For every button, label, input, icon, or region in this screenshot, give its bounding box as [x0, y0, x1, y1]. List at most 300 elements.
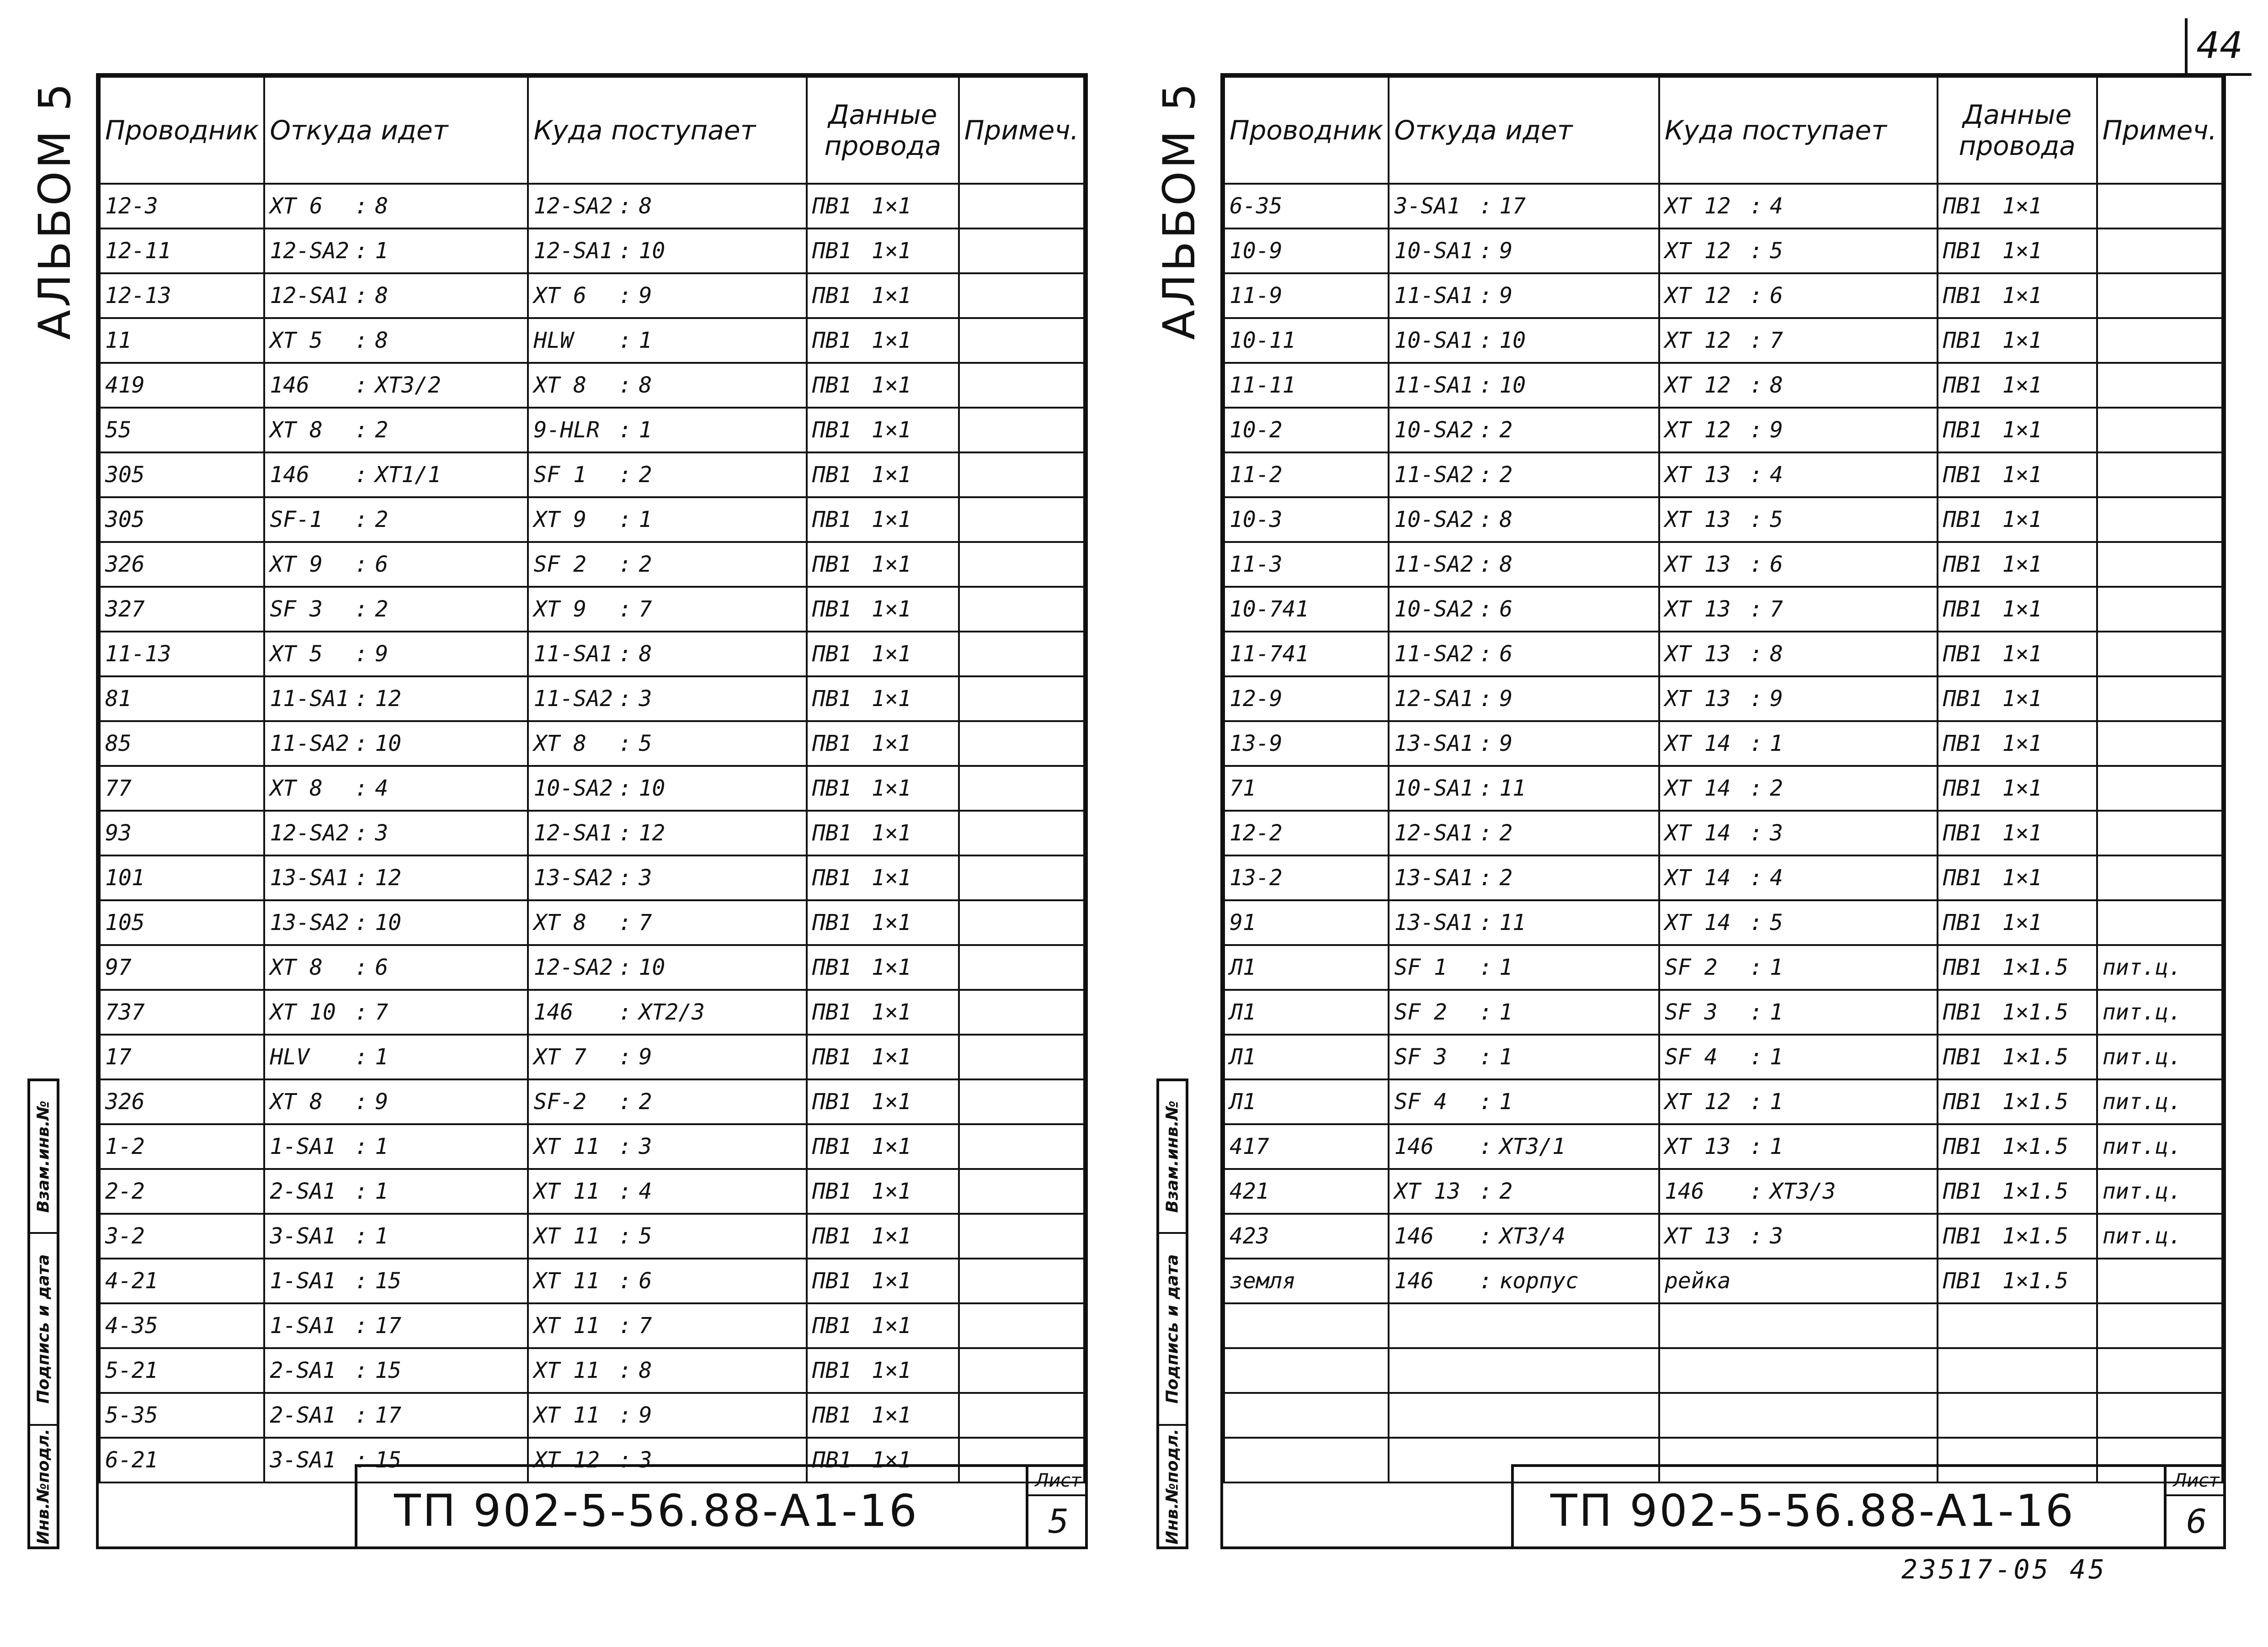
table-row [1224, 363, 2222, 408]
cell-wire-data [1938, 587, 2097, 632]
wire-type: ПВ1 [1943, 955, 1983, 980]
separator: : [1749, 552, 1763, 577]
from-pin: корпус [1499, 1268, 1579, 1294]
to-device: 146 [1664, 1179, 1704, 1204]
from-device: 146 [1394, 1134, 1434, 1159]
to-device: ХТ 12 [1664, 238, 1731, 264]
wire-type: ПВ1 [1943, 596, 1983, 622]
from-pin: 2 [1499, 820, 1513, 846]
to-pin: 10 [639, 238, 665, 264]
wire-type: ПВ1 [812, 552, 852, 577]
to-device: ХТ 9 [533, 596, 587, 622]
separator: : [618, 776, 632, 801]
from-pin: ХТ3/2 [375, 372, 441, 398]
from-device: 3-SA1 [270, 1447, 336, 1473]
cell-note [959, 632, 1084, 676]
separator: : [354, 596, 368, 622]
to-pin: 9 [639, 1403, 652, 1428]
cell-from [264, 1079, 528, 1124]
table-row [1224, 1259, 2222, 1303]
wire-type: ПВ1 [812, 955, 852, 980]
cell-from [1389, 318, 1659, 363]
cell-wire: 1-2 [100, 1124, 264, 1169]
cell-from [264, 363, 528, 408]
from-device: 10-SA1 [1394, 328, 1474, 353]
separator: : [1749, 999, 1763, 1025]
wire-type: ПВ1 [812, 686, 852, 712]
cell-note [2097, 900, 2222, 945]
to-device: SF 2 [533, 552, 587, 577]
from-device: 12-SA1 [270, 283, 349, 308]
cell-wire: 55 [100, 408, 264, 452]
separator: : [354, 552, 368, 577]
cell-from [1389, 1393, 1659, 1438]
wire-size: 1×1 [2002, 686, 2042, 712]
from-pin: 1 [1499, 999, 1513, 1025]
cell-note [959, 900, 1084, 945]
from-pin: 1 [1499, 955, 1513, 980]
cell-wire-data [807, 1303, 959, 1348]
to-pin: 1 [639, 507, 652, 532]
cell-wire: 6-21 [100, 1438, 264, 1482]
to-device: ХТ 11 [533, 1179, 600, 1204]
separator: : [1749, 910, 1763, 935]
from-device: ХТ 8 [270, 776, 323, 801]
wire-size: 1×1.5 [2002, 1179, 2069, 1204]
wire-size: 1×1 [871, 820, 911, 846]
to-pin: 4 [1769, 193, 1783, 219]
from-pin: 17 [1499, 193, 1526, 219]
cell-wire-data [1938, 497, 2097, 542]
cell-from [1389, 273, 1659, 318]
cell-wire: 4-35 [100, 1303, 264, 1348]
stamp-signature-date: Подпись и дата [30, 1232, 57, 1424]
cell-from [1389, 811, 1659, 855]
from-pin: 9 [1499, 686, 1513, 712]
separator: : [354, 1403, 368, 1428]
cell-note [2097, 452, 2222, 497]
from-pin: 10 [1499, 372, 1526, 398]
table-row [100, 855, 1084, 900]
table-header-row [100, 77, 1084, 184]
cell-note: пит.ц. [2097, 1035, 2222, 1079]
cell-wire-data [1938, 1259, 2097, 1303]
cell-from [1389, 363, 1659, 408]
from-pin: 12 [375, 686, 402, 712]
to-device: 12-SA1 [533, 238, 613, 264]
cell-from [264, 542, 528, 587]
title-block [1511, 1464, 2226, 1546]
to-device: ХТ 8 [533, 910, 587, 935]
table-row [1224, 1124, 2222, 1169]
to-pin: 8 [1769, 372, 1783, 398]
to-device: ХТ 9 [533, 507, 587, 532]
wire-size: 1×1 [871, 328, 911, 353]
cell-to [528, 184, 806, 228]
separator: : [354, 999, 368, 1025]
wire-type: ПВ1 [812, 999, 852, 1025]
separator: : [1479, 776, 1492, 801]
table-row [100, 1035, 1084, 1079]
cell-wire: 13-9 [1224, 721, 1389, 766]
table-row [1224, 184, 2222, 228]
to-pin: 3 [639, 1134, 652, 1159]
wire-type: ПВ1 [1943, 552, 1983, 577]
cell-to [528, 542, 806, 587]
separator: : [1479, 1044, 1492, 1070]
separator: : [1479, 238, 1492, 264]
wire-size: 1×1 [871, 417, 911, 443]
to-device: ХТ 12 [533, 1447, 600, 1473]
to-pin: 10 [639, 955, 665, 980]
to-device: ХТ 8 [533, 731, 587, 756]
cell-from [264, 632, 528, 676]
wire-size: 1×1.5 [2002, 1044, 2069, 1070]
cell-wire: 97 [100, 945, 264, 990]
wire-size: 1×1 [871, 641, 911, 667]
wire-size: 1×1 [871, 1403, 911, 1428]
header-wire: Проводник [1224, 77, 1389, 184]
wire-size: 1×1 [871, 1179, 911, 1204]
cell-note [959, 990, 1084, 1035]
from-device: 13-SA1 [1394, 731, 1474, 756]
cell-wire: 2-2 [100, 1169, 264, 1214]
cell-from [1389, 855, 1659, 900]
to-device: 9-НLR [533, 417, 600, 443]
separator: : [1749, 776, 1763, 801]
cell-wire: 417 [1224, 1124, 1389, 1169]
table-row [1224, 990, 2222, 1035]
wire-type: ПВ1 [812, 1447, 852, 1473]
separator: : [618, 865, 632, 891]
sheet-label: Лист [2167, 1467, 2226, 1496]
wire-size: 1×1 [871, 999, 911, 1025]
cell-wire-data [1938, 1124, 2097, 1169]
to-device: 11-SA1 [533, 641, 613, 667]
wire-type: ПВ1 [812, 641, 852, 667]
cell-wire: 11-11 [1224, 363, 1389, 408]
to-pin: 8 [639, 193, 652, 219]
side-stamp-right [1156, 1079, 1188, 1549]
from-device: 3-SA1 [270, 1223, 336, 1249]
cell-to [1659, 721, 1938, 766]
cell-wire-data [1938, 632, 2097, 676]
table-row [100, 676, 1084, 721]
cell-from [264, 721, 528, 766]
table-row [100, 766, 1084, 811]
wire-size: 1×1 [2002, 507, 2042, 532]
header-wire-data: Данные провода [1938, 77, 2097, 184]
cell-note [2097, 408, 2222, 452]
cell-wire-data [1938, 676, 2097, 721]
cell-to [1659, 497, 1938, 542]
wiring-table-page-right [1220, 73, 2226, 1549]
to-pin: 8 [639, 641, 652, 667]
separator: : [618, 283, 632, 308]
sheet-box [2164, 1467, 2226, 1546]
stamp-replaced-inventory: Взам.инв.№ [34, 1100, 53, 1213]
to-pin: 8 [1769, 641, 1783, 667]
wire-size: 1×1 [2002, 193, 2042, 219]
cell-to [1659, 900, 1938, 945]
to-pin: ХТ2/3 [639, 999, 705, 1025]
from-pin: 2 [1499, 417, 1513, 443]
to-pin: 5 [639, 1223, 652, 1249]
stamp-signature-date: Подпись и дата [1159, 1232, 1186, 1424]
cell-to [528, 855, 806, 900]
wire-type: ПВ1 [812, 372, 852, 398]
cell-wire-data [1938, 363, 2097, 408]
wire-size: 1×1 [871, 1447, 911, 1473]
cell-note [2097, 1259, 2222, 1303]
wire-size: 1×1 [871, 238, 911, 264]
separator: : [354, 372, 368, 398]
wire-size: 1×1 [871, 776, 911, 801]
to-pin: ХТ3/3 [1769, 1179, 1836, 1204]
cell-note [959, 721, 1084, 766]
cell-wire [1224, 1303, 1389, 1348]
to-device: ХТ 11 [533, 1403, 600, 1428]
to-device: ХТ 13 [1664, 596, 1731, 622]
cell-wire-data [1938, 900, 2097, 945]
to-pin: 5 [1769, 910, 1783, 935]
cell-wire: 13-2 [1224, 855, 1389, 900]
cell-note: пит.ц. [2097, 1079, 2222, 1124]
cell-from [1389, 542, 1659, 587]
cell-note [2097, 676, 2222, 721]
from-pin: 9 [1499, 238, 1513, 264]
to-device: рейка [1664, 1268, 1731, 1294]
wire-type: ПВ1 [812, 1403, 852, 1428]
wire-size: 1×1 [871, 1358, 911, 1383]
cell-wire: 11-13 [100, 632, 264, 676]
from-pin: 8 [375, 283, 389, 308]
table-row [100, 408, 1084, 452]
table-row [1224, 632, 2222, 676]
separator: : [1479, 955, 1492, 980]
from-device: 11-SA1 [1394, 283, 1474, 308]
from-device: ХТ 10 [270, 999, 336, 1025]
cell-note [959, 497, 1084, 542]
album-label-left: АЛЬБОМ 5 [29, 80, 80, 340]
from-device: 146 [270, 372, 310, 398]
to-device: ХТ 14 [1664, 865, 1731, 891]
cell-to [1659, 1303, 1938, 1348]
wire-type: ПВ1 [1943, 1134, 1983, 1159]
cell-to [1659, 945, 1938, 990]
from-pin: 1 [375, 1179, 389, 1204]
from-device: ХТ 5 [270, 328, 323, 353]
cell-from [1389, 1079, 1659, 1124]
separator: : [618, 910, 632, 935]
cell-wire: 12-9 [1224, 676, 1389, 721]
separator: : [1749, 1044, 1763, 1070]
from-device: ХТ 6 [270, 193, 323, 219]
to-pin: 1 [1769, 1044, 1783, 1070]
from-device: 1-SA1 [270, 1268, 336, 1294]
table-row [100, 587, 1084, 632]
from-device: 11-SA2 [270, 731, 349, 756]
cell-wire-data [807, 855, 959, 900]
cell-note: пит.ц. [2097, 1214, 2222, 1259]
table-row [1224, 408, 2222, 452]
separator: : [1749, 417, 1763, 443]
cell-wire-data [807, 990, 959, 1035]
cell-note: пит.ц. [2097, 945, 2222, 990]
cell-wire-data [807, 497, 959, 542]
to-device: 11-SA2 [533, 686, 613, 712]
to-device: SF 3 [1664, 999, 1718, 1025]
from-pin: 7 [375, 999, 389, 1025]
cell-from [264, 318, 528, 363]
wire-type: ПВ1 [1943, 1044, 1983, 1070]
cell-wire-data [807, 632, 959, 676]
cell-from [264, 1035, 528, 1079]
table-row [1224, 318, 2222, 363]
to-pin: 6 [639, 1268, 652, 1294]
to-device: ХТ 14 [1664, 731, 1731, 756]
separator: : [1479, 999, 1492, 1025]
from-pin: 1 [1499, 1089, 1513, 1115]
from-device: 13-SA1 [1394, 865, 1474, 891]
cell-wire-data [807, 542, 959, 587]
cell-wire-data [1938, 273, 2097, 318]
separator: : [1749, 686, 1763, 712]
wire-type: ПВ1 [812, 820, 852, 846]
cell-note [959, 945, 1084, 990]
wire-type: ПВ1 [1943, 417, 1983, 443]
separator: : [1479, 1179, 1492, 1204]
cell-from [1389, 1348, 1659, 1393]
to-device: ХТ 13 [1664, 686, 1731, 712]
from-device: SF 3 [270, 596, 323, 622]
to-pin: 2 [639, 1089, 652, 1115]
cell-from [264, 1124, 528, 1169]
to-device: SF 1 [533, 462, 587, 488]
cell-wire-data [1938, 408, 2097, 452]
cell-wire-data [1938, 811, 2097, 855]
from-pin: 8 [375, 193, 389, 219]
cell-wire-data [807, 721, 959, 766]
wire-type: ПВ1 [812, 865, 852, 891]
wire-type: ПВ1 [1943, 1089, 1983, 1115]
to-pin: 9 [1769, 417, 1783, 443]
to-pin: 6 [1769, 552, 1783, 577]
wire-size: 1×1 [871, 686, 911, 712]
separator: : [618, 1313, 632, 1339]
cell-to [528, 721, 806, 766]
side-stamp-left [27, 1079, 59, 1549]
wire-type: ПВ1 [1943, 462, 1983, 488]
cell-from [1389, 1124, 1659, 1169]
cell-to [1659, 676, 1938, 721]
separator: : [354, 820, 368, 846]
to-pin: 9 [639, 1044, 652, 1070]
cell-from [264, 855, 528, 900]
separator: : [354, 1358, 368, 1383]
cell-wire: 326 [100, 1079, 264, 1124]
cell-from [264, 452, 528, 497]
to-pin: 1 [639, 417, 652, 443]
from-pin: 11 [1499, 776, 1526, 801]
cell-from [1389, 184, 1659, 228]
from-device: 10-SA1 [1394, 238, 1474, 264]
table-row [100, 184, 1084, 228]
separator: : [618, 596, 632, 622]
separator: : [354, 1044, 368, 1070]
cell-from [264, 900, 528, 945]
from-device: 10-SA1 [1394, 776, 1474, 801]
to-device: ХТ 12 [1664, 328, 1731, 353]
cell-wire: 4-21 [100, 1259, 264, 1303]
wire-size: 1×1 [2002, 776, 2042, 801]
to-device: ХТ 12 [1664, 193, 1731, 219]
separator: : [1479, 193, 1492, 219]
from-device: ХТ 8 [270, 1089, 323, 1115]
separator: : [1479, 820, 1492, 846]
from-pin: 3 [375, 820, 389, 846]
cell-to [1659, 855, 1938, 900]
from-device: ХТ 9 [270, 552, 323, 577]
cell-from [264, 990, 528, 1035]
separator: : [618, 1179, 632, 1204]
cell-to [528, 408, 806, 452]
to-pin: 8 [639, 1358, 652, 1383]
from-pin: 9 [1499, 283, 1513, 308]
to-device: ХТ 13 [1664, 507, 1731, 532]
from-pin: 15 [375, 1268, 402, 1294]
header-to: Куда поступает [528, 77, 806, 184]
from-device: 10-SA2 [1394, 596, 1474, 622]
from-device: 1-SA1 [270, 1134, 336, 1159]
cell-wire: земля [1224, 1259, 1389, 1303]
separator: : [354, 910, 368, 935]
separator: : [618, 462, 632, 488]
to-device: ХТ 12 [1664, 283, 1731, 308]
cell-note [2097, 587, 2222, 632]
separator: : [1479, 417, 1492, 443]
cell-to [528, 1393, 806, 1438]
cell-from [264, 587, 528, 632]
cell-to [528, 1035, 806, 1079]
from-device: 12-SA2 [270, 820, 349, 846]
cell-wire-data [807, 363, 959, 408]
cell-wire: 10-741 [1224, 587, 1389, 632]
cell-to [528, 1214, 806, 1259]
separator: : [1749, 193, 1763, 219]
separator: : [618, 238, 632, 264]
from-pin: 2 [375, 507, 389, 532]
wire-type: ПВ1 [812, 238, 852, 264]
separator: : [1479, 1089, 1492, 1115]
separator: : [1749, 507, 1763, 532]
from-device: 3-SA1 [1394, 193, 1460, 219]
to-device: ХТ 14 [1664, 820, 1731, 846]
cell-to [1659, 1214, 1938, 1259]
cell-wire-data [807, 273, 959, 318]
table-row [100, 1214, 1084, 1259]
wire-type: ПВ1 [1943, 1223, 1983, 1249]
separator: : [1749, 1134, 1763, 1159]
separator: : [1479, 910, 1492, 935]
cell-note [2097, 632, 2222, 676]
cell-wire-data [807, 900, 959, 945]
from-device: 11-SA1 [1394, 372, 1474, 398]
cell-note [2097, 318, 2222, 363]
cell-from [1389, 721, 1659, 766]
table-row [100, 273, 1084, 318]
cell-to [528, 1079, 806, 1124]
